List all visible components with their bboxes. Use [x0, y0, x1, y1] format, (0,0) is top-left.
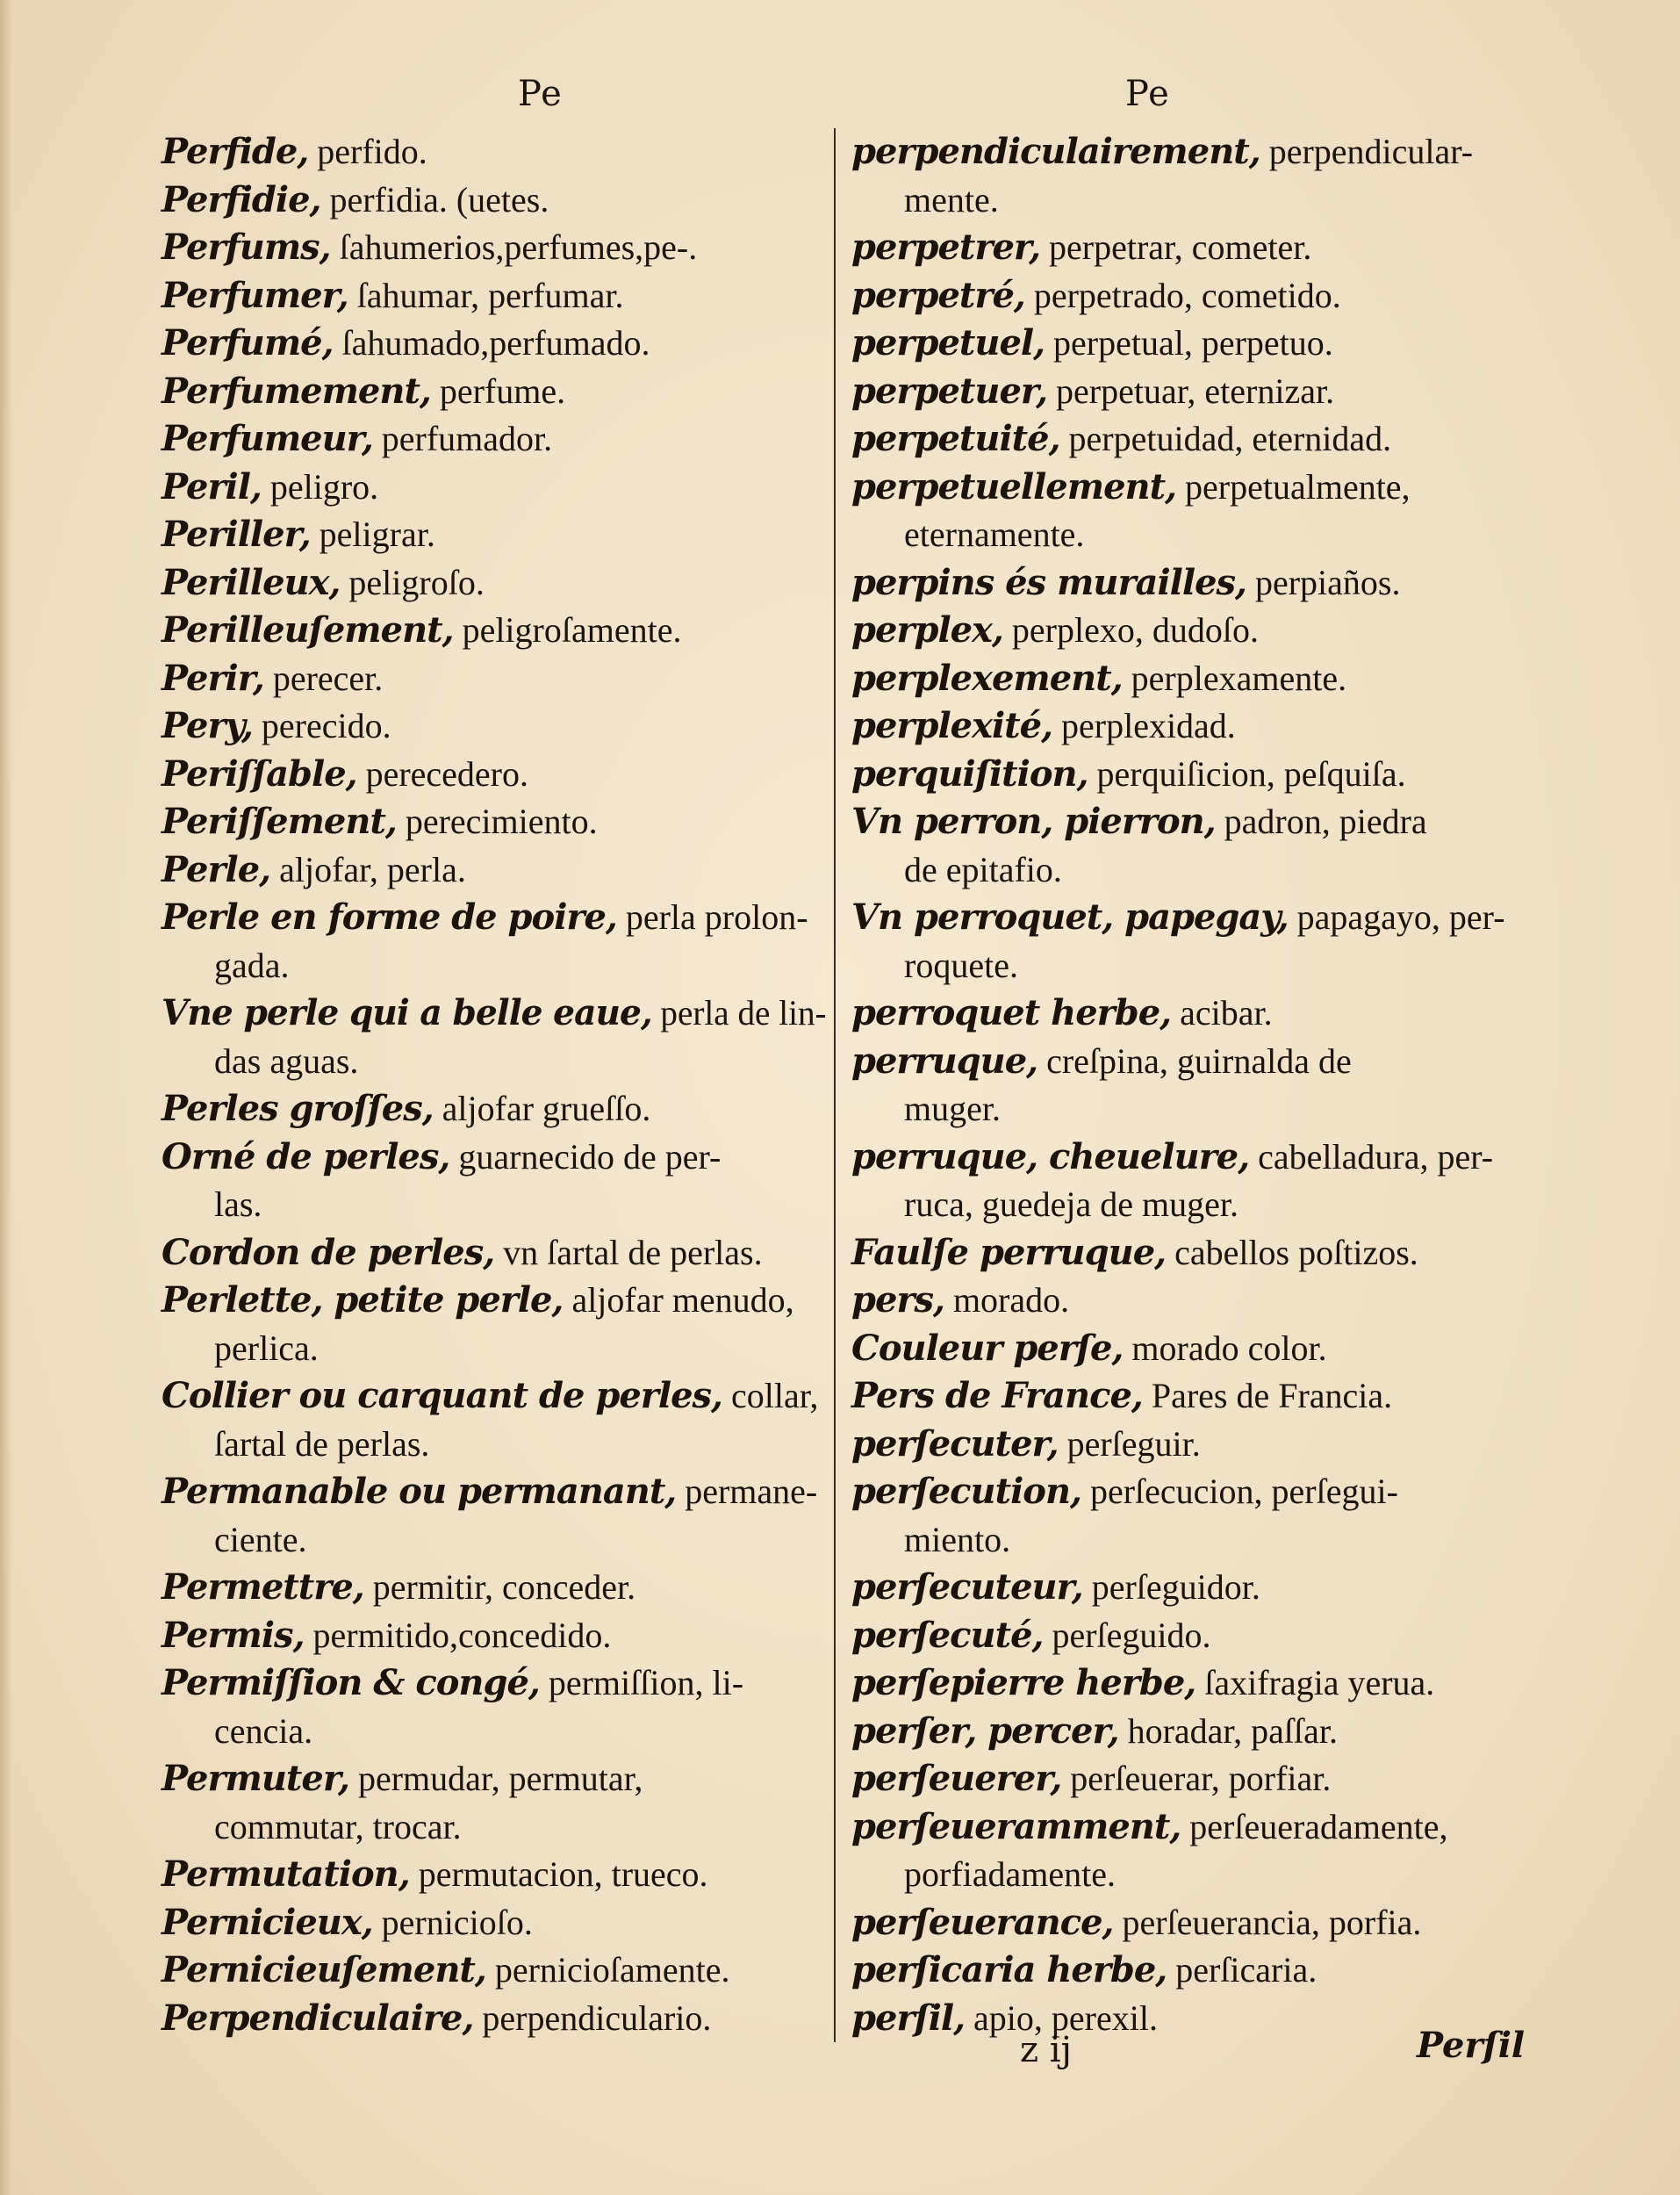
french-headword: perroquet herbe,: [851, 992, 1172, 1033]
french-headword: Perfide,: [162, 131, 309, 172]
spanish-translation: gada.: [214, 945, 290, 985]
spanish-translation: perlica.: [214, 1328, 319, 1368]
dictionary-entry: [851, 655, 1518, 703]
french-headword: perplex,: [851, 609, 1003, 651]
dictionary-entry: [851, 990, 1518, 1038]
spanish-translation: pernicioſamente.: [485, 1950, 730, 1990]
spanish-translation: eternamente.: [904, 515, 1085, 554]
french-headword: perſeuerance,: [851, 1901, 1114, 1943]
spanish-translation: permitir, conceder.: [363, 1567, 636, 1607]
french-headword: perſeuerer,: [851, 1758, 1062, 1799]
dictionary-entry: [851, 1038, 1518, 1086]
dictionary-entry: [851, 1085, 1518, 1133]
spanish-translation: perſeguidor.: [1082, 1567, 1260, 1607]
french-headword: perpetuel,: [851, 322, 1045, 363]
french-headword: Couleur perſe,: [851, 1327, 1124, 1369]
dictionary-entry: [851, 894, 1518, 942]
french-headword: Perlette, petite perle,: [162, 1279, 564, 1321]
dictionary-entry: [162, 846, 827, 895]
dictionary-entry: [162, 1325, 827, 1373]
dictionary-entry: [851, 1372, 1518, 1421]
dictionary-entry: [162, 1277, 827, 1325]
french-headword: Perle en forme de poire,: [162, 896, 617, 938]
dictionary-entry: [162, 415, 827, 464]
french-headword: Perfumement,: [162, 370, 431, 412]
spanish-translation: ſahumar, perfumar.: [348, 275, 624, 315]
spanish-translation: perplexamente.: [1122, 658, 1347, 698]
french-headword: Perilleux,: [162, 561, 341, 603]
french-headword: perpetuer,: [851, 370, 1048, 412]
spanish-translation: perſeuerancia, porfia.: [1113, 1902, 1422, 1942]
spanish-translation: perecedero.: [356, 753, 529, 794]
column-divider: [834, 128, 836, 2042]
left-running-head: Pe: [518, 74, 563, 114]
french-headword: Periller,: [162, 514, 311, 555]
dictionary-entry: [162, 1421, 827, 1469]
dictionary-entry: [851, 415, 1518, 464]
dictionary-entry: [162, 1468, 827, 1516]
dictionary-entry: [851, 1468, 1518, 1516]
spanish-translation: peligro.: [261, 466, 379, 507]
spanish-translation: ſahumerios,perfumes,pe-.: [330, 227, 698, 267]
dictionary-entry: [851, 272, 1518, 320]
dictionary-entry: [162, 176, 827, 225]
french-headword: perpendiculairement,: [851, 131, 1260, 172]
spanish-translation: porfiadamente.: [904, 1854, 1116, 1894]
french-headword: Permiſſion & congé,: [162, 1662, 540, 1703]
dictionary-entry: [851, 1899, 1518, 1947]
dictionary-entry: [162, 320, 827, 368]
french-headword: Pernicieuſement,: [162, 1949, 486, 1990]
french-headword: pers,: [851, 1279, 944, 1321]
spanish-translation: acibar.: [1171, 993, 1273, 1033]
dictionary-entry: [851, 176, 1518, 225]
dictionary-entry: [162, 1181, 827, 1229]
french-headword: perſer, percer,: [851, 1709, 1119, 1752]
dictionary-entry: [162, 894, 827, 942]
french-headword: Peril,: [162, 465, 262, 507]
spanish-translation: perpetual, perpetuo.: [1045, 323, 1333, 363]
dictionary-entry: [851, 1133, 1518, 1182]
dictionary-entry: [851, 224, 1518, 272]
spanish-translation: roquete.: [904, 945, 1018, 985]
french-headword: Permutation,: [162, 1853, 410, 1895]
dictionary-entry: [162, 1947, 827, 1995]
dictionary-entry: [162, 1851, 827, 1899]
french-headword: perruque,: [851, 1040, 1038, 1082]
french-headword: Pery,: [162, 705, 253, 746]
spanish-translation: morado color.: [1123, 1328, 1327, 1368]
french-headword: perſecution,: [851, 1471, 1081, 1512]
spanish-translation: perplexidad.: [1052, 706, 1236, 745]
french-headword: Pernicieux,: [162, 1901, 373, 1943]
dictionary-entry: [851, 798, 1518, 846]
spanish-translation: perfume.: [430, 371, 566, 411]
dictionary-entry: [162, 1755, 827, 1803]
french-headword: perſeueramment,: [851, 1805, 1181, 1847]
spanish-translation: commutar, trocar.: [214, 1806, 462, 1846]
spanish-translation: horadar, paſſar.: [1118, 1710, 1338, 1751]
spanish-translation: ciente.: [214, 1519, 307, 1559]
french-headword: Perir,: [162, 657, 264, 699]
french-headword: Periſſable,: [162, 752, 357, 795]
dictionary-entry: [851, 846, 1518, 895]
dictionary-entry: [851, 128, 1518, 176]
spanish-translation: perpiaños.: [1246, 562, 1401, 602]
right-running-head: Pe: [1125, 74, 1170, 114]
spanish-translation: perpendicular-: [1260, 132, 1474, 171]
spanish-translation: perla de lin-: [651, 993, 827, 1033]
dictionary-entry: [162, 607, 827, 655]
spanish-translation: vn ſartal de perlas.: [494, 1232, 763, 1272]
dictionary-entry: [162, 655, 827, 703]
spanish-translation: perecido.: [252, 706, 391, 745]
spanish-translation: aljofar grueſſo.: [433, 1089, 651, 1128]
french-headword: Perfums,: [162, 227, 331, 268]
spanish-translation: peligroſamente.: [453, 610, 682, 650]
french-headword: perſil,: [851, 1997, 966, 2039]
french-headword: perſecuteur,: [851, 1566, 1083, 1608]
spanish-translation: perfidia. (uetes.: [320, 179, 549, 220]
spanish-translation: perſecucion, perſegui-: [1081, 1472, 1398, 1511]
french-headword: perplexité,: [851, 705, 1052, 746]
spanish-translation: creſpina, guirnalda de: [1037, 1040, 1352, 1081]
spanish-translation: cencia.: [214, 1710, 313, 1751]
spanish-translation: perſeuerar, porfiar.: [1061, 1759, 1332, 1798]
spanish-translation: papagayo, per-: [1288, 897, 1505, 937]
spanish-translation: perſicaria.: [1167, 1950, 1317, 1990]
spanish-translation: mente.: [904, 179, 999, 220]
spanish-translation: perſeguido.: [1043, 1615, 1211, 1655]
dictionary-entry: [851, 1421, 1518, 1469]
dictionary-entry: [162, 1372, 827, 1421]
french-headword: Collier ou carquant de perles,: [162, 1375, 722, 1416]
dictionary-entry: [162, 1708, 827, 1756]
dictionary-entry: [851, 320, 1518, 368]
spanish-translation: ruca, guedeja de muger.: [904, 1184, 1238, 1224]
french-headword: Perpendiculaire,: [162, 1997, 474, 2039]
french-headword: Faulſe perruque,: [851, 1231, 1167, 1273]
dictionary-entry: [162, 224, 827, 272]
spanish-translation: perpetrado, cometido.: [1024, 275, 1341, 315]
dictionary-entry: [851, 1851, 1518, 1899]
spanish-translation: perfumador.: [372, 419, 553, 458]
spanish-translation: perſeueradamente,: [1181, 1806, 1448, 1846]
dictionary-entry: [851, 1516, 1518, 1565]
dictionary-entry: [162, 1038, 827, 1086]
spanish-translation: das aguas.: [214, 1040, 359, 1081]
spanish-translation: pernicioſo.: [372, 1902, 533, 1942]
spanish-translation: permutacion, trueco.: [409, 1854, 708, 1894]
catchword: Perſil: [1417, 2025, 1526, 2066]
french-headword: Perfumeur,: [162, 418, 373, 459]
spanish-translation: miento.: [904, 1519, 1011, 1559]
dictionary-entry: [162, 702, 827, 751]
spanish-translation: las.: [214, 1184, 262, 1224]
right-column: [851, 128, 1518, 2051]
french-headword: Perle,: [162, 848, 271, 890]
french-headword: Perilleuſement,: [162, 609, 454, 651]
spanish-translation: peligroſo.: [340, 562, 485, 602]
spanish-translation: collar,: [722, 1376, 819, 1415]
spanish-translation: muger.: [904, 1089, 1001, 1128]
french-headword: Permuter,: [162, 1758, 349, 1799]
french-headword: Orné de perles,: [162, 1135, 450, 1177]
spanish-translation: perpetuar, eternizar.: [1047, 371, 1335, 411]
spanish-translation: perecer.: [263, 658, 384, 698]
dictionary-entry: [162, 464, 827, 512]
spanish-translation: permitido,concedido.: [304, 1615, 612, 1655]
french-headword: Permanable ou permanant,: [162, 1471, 677, 1512]
spanish-translation: perquiſicion, peſquiſa.: [1088, 753, 1406, 794]
french-headword: perquiſition,: [851, 752, 1088, 795]
dictionary-entry: [162, 1899, 827, 1947]
french-headword: Vn perron, pierron,: [851, 801, 1216, 842]
spanish-translation: morado.: [944, 1280, 1070, 1320]
dictionary-entry: [851, 1181, 1518, 1229]
signature-mark: z ij: [1020, 2030, 1072, 2070]
spanish-translation: ſartal de perlas.: [214, 1423, 430, 1464]
spanish-translation: perſeguir.: [1058, 1423, 1201, 1464]
dictionary-entry: [851, 1277, 1518, 1325]
dictionary-entry: [162, 128, 827, 176]
spanish-translation: perpendiculario.: [473, 1997, 712, 2038]
french-headword: Vne perle qui a belle eaue,: [162, 992, 652, 1033]
left-column: [162, 128, 827, 2051]
dictionary-entry: [851, 1564, 1518, 1612]
dictionary-entry: [851, 942, 1518, 990]
spanish-translation: perpetualmente,: [1176, 466, 1411, 507]
dictionary-entry: [851, 1659, 1518, 1708]
french-headword: perplexement,: [851, 657, 1123, 699]
french-headword: Perfumé,: [162, 322, 334, 363]
dictionary-entry: [162, 1085, 827, 1133]
dictionary-entry: [162, 511, 827, 559]
dictionary-entry: [851, 1803, 1518, 1852]
spanish-translation: padron, piedra: [1215, 802, 1427, 841]
dictionary-entry: [162, 1659, 827, 1708]
dictionary-entry: [851, 1325, 1518, 1373]
spanish-translation: ſahumado,perfumado.: [333, 323, 650, 363]
dictionary-entry: [162, 798, 827, 846]
dictionary-entry: [162, 1133, 827, 1182]
spanish-translation: apio, perexil.: [965, 1997, 1158, 2038]
french-headword: perpins és murailles,: [851, 561, 1246, 603]
dictionary-entry: [851, 702, 1518, 751]
french-headword: Pers de France,: [851, 1375, 1143, 1416]
spanish-translation: aljofar menudo,: [563, 1280, 794, 1320]
spanish-translation: aljofar, perla.: [270, 849, 466, 889]
dictionary-entry: [851, 1947, 1518, 1995]
spanish-translation: Pares de Francia.: [1142, 1376, 1393, 1415]
dictionary-entry: [162, 751, 827, 799]
french-headword: Perfidie,: [162, 178, 321, 220]
spanish-translation: cabellos poſtizos.: [1166, 1232, 1418, 1272]
dictionary-entry: [851, 1612, 1518, 1660]
dictionary-entry: [162, 1564, 827, 1612]
dictionary-entry: [162, 559, 827, 608]
spanish-translation: guarnecido de per-: [449, 1136, 722, 1177]
spanish-translation: peligrar.: [310, 515, 435, 554]
french-headword: Perles groſſes,: [162, 1088, 434, 1129]
french-headword: perpetré,: [851, 274, 1025, 316]
dictionary-entry: [851, 607, 1518, 655]
french-headword: Cordon de perles,: [162, 1231, 495, 1273]
french-headword: perpetuité,: [851, 418, 1060, 459]
dictionary-entry: [851, 1229, 1518, 1277]
french-headword: Vn perroquet, papegay,: [851, 896, 1289, 938]
dictionary-entry: [162, 1995, 827, 2043]
dictionary-entry: [162, 1516, 827, 1565]
spanish-translation: perfido.: [308, 132, 427, 171]
dictionary-entry: [162, 1612, 827, 1660]
spanish-translation: permiſſion, li-: [539, 1663, 744, 1702]
spanish-translation: perpetrar, cometer.: [1040, 227, 1312, 267]
dictionary-entry: [162, 990, 827, 1038]
dictionary-entry: [851, 559, 1518, 608]
french-headword: perpetuellement,: [851, 465, 1177, 507]
french-headword: Permis,: [162, 1614, 305, 1656]
dictionary-entry: [162, 272, 827, 320]
spanish-translation: permane-: [676, 1472, 818, 1511]
dictionary-entry: [851, 511, 1518, 559]
dictionary-entry: [851, 464, 1518, 512]
dictionary-entry: [851, 751, 1518, 799]
spanish-translation: permudar, permutar,: [348, 1759, 643, 1798]
spanish-translation: perecimiento.: [396, 802, 598, 841]
spanish-translation: perplexo, dudoſo.: [1002, 610, 1259, 650]
french-headword: perpetrer,: [851, 227, 1040, 268]
dictionary-entry: [851, 368, 1518, 416]
spanish-translation: ſaxifragia yerua.: [1195, 1663, 1435, 1702]
french-headword: Perfumer,: [162, 274, 348, 316]
spanish-translation: cabelladura, per-: [1249, 1136, 1494, 1177]
spanish-translation: de epitafio.: [904, 849, 1062, 889]
spanish-translation: perla prolon-: [616, 897, 808, 937]
french-headword: perſecuté,: [851, 1614, 1044, 1656]
spanish-translation: perpetuidad, eternidad.: [1059, 419, 1392, 458]
dictionary-entry: [851, 1708, 1518, 1756]
french-headword: perruque, cheuelure,: [851, 1135, 1250, 1177]
dictionary-entry: [162, 942, 827, 990]
dictionary-entry: [162, 1803, 827, 1852]
french-headword: perſicaria herbe,: [851, 1949, 1167, 1990]
french-headword: Periſſement,: [162, 801, 397, 842]
dictionary-entry: [162, 1229, 827, 1277]
french-headword: Permettre,: [162, 1566, 364, 1608]
dictionary-entry: [851, 1755, 1518, 1803]
french-headword: perſepierre herbe,: [851, 1662, 1196, 1703]
dictionary-entry: [162, 368, 827, 416]
french-headword: perſecuter,: [851, 1422, 1059, 1465]
